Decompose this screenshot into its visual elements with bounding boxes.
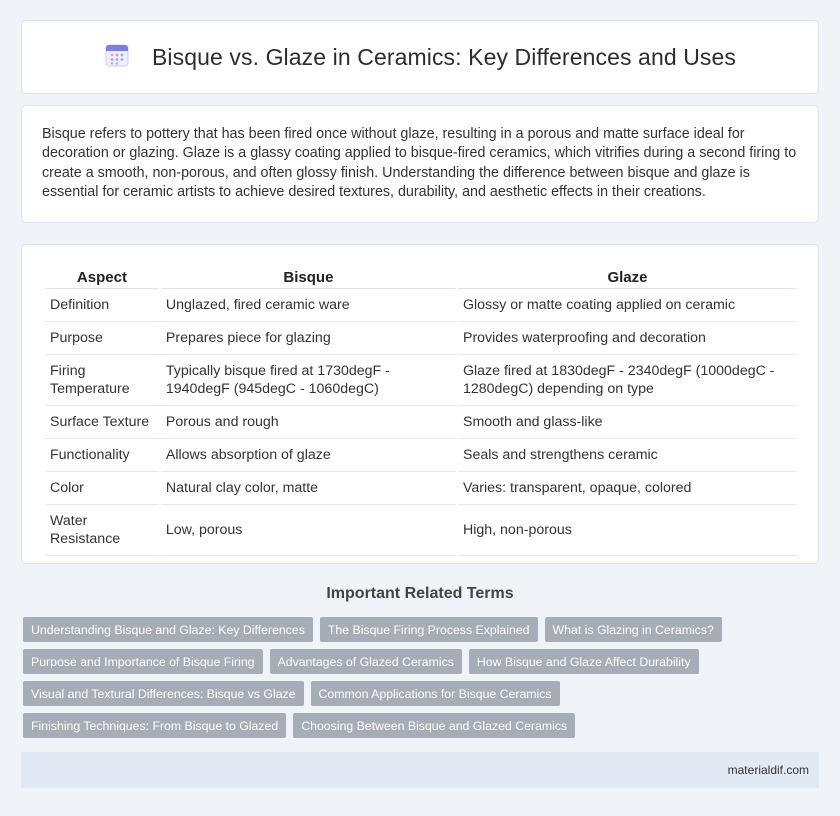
table-cell-glaze: Glaze fired at 1830degF - 2340degF (1000degC - 1280degC) depending on type [458,355,797,406]
calendar-grid-icon [104,42,152,73]
related-terms-list [23,617,823,745]
table-row [45,439,797,472]
table-cell-bisque: Porous and rough [161,406,456,439]
table-row [45,472,797,505]
related-terms-heading: Important Related Terms [326,585,514,602]
related-term-tag[interactable]: Purpose and Importance of Bisque Firing [23,649,263,674]
table-cell-aspect: Firing Temperature [45,355,159,406]
table-cell-aspect: Definition [45,289,159,322]
table-cell-glaze: Seals and strengthens ceramic [458,439,797,472]
table-header-row [45,265,797,289]
related-term-tag[interactable]: Common Applications for Bisque Ceramics [311,681,560,706]
table-cell-aspect: Functionality [45,439,159,472]
table-cell-aspect: Color [45,472,159,505]
table-cell-bisque: Natural clay color, matte [161,472,456,505]
intro-paragraph: Bisque refers to pottery that has been fired once without glaze, resulting in a porous and matte surface ideal for decoration or glazing. Glaze is a glassy coating applied to bisque-fired ceramics, which vitrifies during a second firing to create a smooth, non-porous, and often glossy finish. Understanding the difference between bisque and glaze is essential for ceramic artists to achieve desired textures, durability, and aesthetic effects in their creations. [42,126,797,200]
table-cell-glaze: Varies: transparent, opaque, colored [458,472,797,505]
table-row [45,406,797,439]
table-cell-bisque: Allows absorption of glaze [161,439,456,472]
table-cell-bisque: Prepares piece for glazing [161,322,456,355]
comparison-table-card [21,244,819,564]
table-cell-aspect: Purpose [45,322,159,355]
header-card [21,20,819,94]
page-title: Bisque vs. Glaze in Ceramics: Key Differences and Uses [151,43,737,70]
table-cell-glaze: Smooth and glass-like [458,406,797,439]
related-term-tag[interactable]: Choosing Between Bisque and Glazed Ceramics [293,713,575,738]
table-row [45,505,797,556]
intro-card [21,105,819,223]
related-term-tag[interactable]: How Bisque and Glaze Affect Durability [469,649,699,674]
column-header-bisque: Bisque [161,265,456,289]
header [22,21,818,93]
related-term-tag[interactable]: The Bisque Firing Process Explained [320,617,538,642]
table-cell-aspect: Water Resistance [45,505,159,556]
table-cell-glaze: Provides waterproofing and decoration [458,322,797,355]
table-cell-glaze: High, non-porous [458,505,797,556]
footer [21,752,819,788]
site-attribution[interactable]: materialdif.com [727,763,809,777]
table-cell-bisque: Unglazed, fired ceramic ware [161,289,456,322]
table-row [45,289,797,322]
related-term-tag[interactable]: Finishing Techniques: From Bisque to Glazed [23,713,286,738]
table-cell-aspect: Surface Texture [45,406,159,439]
comparison-table [43,265,799,556]
table-cell-glaze: Glossy or matte coating applied on ceramic [458,289,797,322]
table-row [45,322,797,355]
related-term-tag[interactable]: What is Glazing in Ceramics? [545,617,722,642]
related-term-tag[interactable]: Understanding Bisque and Glaze: Key Differences [23,617,313,642]
related-term-tag[interactable]: Visual and Textural Differences: Bisque vs Glaze [23,681,304,706]
table-cell-bisque: Low, porous [161,505,456,556]
column-header-glaze: Glaze [458,265,797,289]
table-cell-bisque: Typically bisque fired at 1730degF - 1940degF (945degC - 1060degC) [161,355,456,406]
table-row [45,355,797,406]
column-header-aspect: Aspect [45,265,159,289]
related-term-tag[interactable]: Advantages of Glazed Ceramics [270,649,462,674]
